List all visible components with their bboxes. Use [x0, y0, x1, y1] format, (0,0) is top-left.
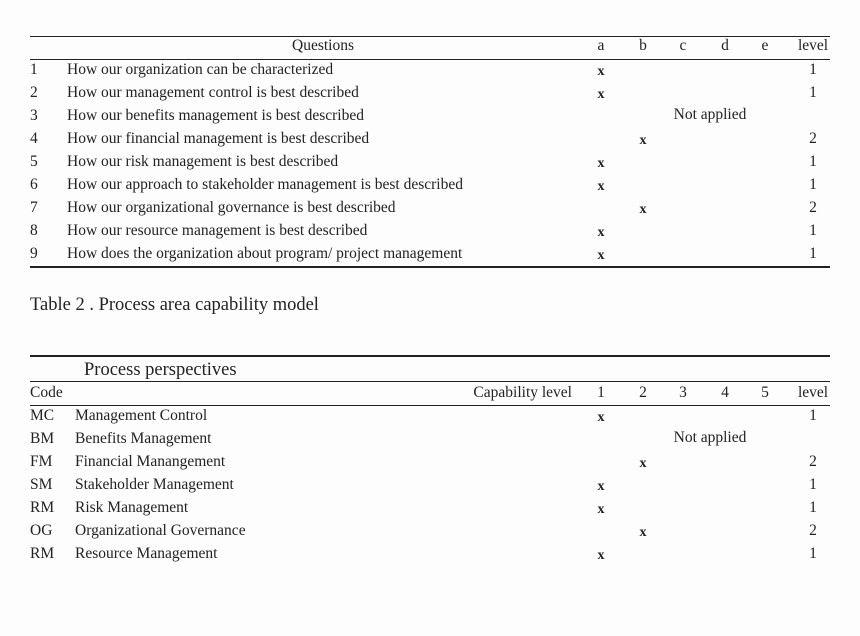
row-level: 2: [809, 130, 817, 147]
table1-header-c: c: [679, 37, 687, 54]
table2-header-code: Code: [30, 384, 63, 401]
table2-title-rule: [30, 381, 830, 382]
question-text: How our organizational governance is best described: [67, 199, 396, 216]
table2-title: Process perspectives: [84, 360, 237, 380]
row-level: 1: [809, 153, 817, 170]
row-code: OG: [30, 522, 53, 539]
table-caption: Table 2 . Process area capability model: [30, 295, 319, 315]
row-number: 6: [30, 176, 38, 193]
table2-header-capability: Capability level: [473, 384, 572, 401]
question-text: How our approach to stakeholder management is best described: [67, 176, 463, 193]
row-level: 1: [809, 176, 817, 193]
process-name: Benefits Management: [75, 430, 212, 447]
table1-header-level: level: [797, 37, 829, 54]
mark-1: x: [597, 548, 605, 563]
table2-header-level: level: [797, 384, 829, 401]
row-code: BM: [30, 430, 55, 447]
table1-header-a: a: [597, 37, 605, 54]
question-text: How our risk management is best described: [67, 153, 339, 170]
table2-header-4: 4: [721, 384, 729, 401]
mark-b: x: [639, 202, 647, 217]
question-text: How our benefits management is best described: [67, 107, 364, 124]
mark-a: x: [597, 225, 605, 240]
row-level: 1: [809, 84, 817, 101]
table1-header-b: b: [639, 37, 647, 54]
process-name: Stakeholder Management: [75, 476, 234, 493]
table2-header-3: 3: [679, 384, 687, 401]
mark-a: x: [597, 248, 605, 263]
row-level: 1: [809, 61, 817, 78]
row-number: 4: [30, 130, 38, 147]
process-name: Risk Management: [75, 499, 189, 516]
row-number: 9: [30, 245, 38, 262]
row-number: 3: [30, 107, 38, 124]
question-text: How our financial management is best described: [67, 130, 370, 147]
mark-2: x: [639, 456, 647, 471]
row-level: 1: [809, 499, 817, 516]
mark-1: x: [597, 502, 605, 517]
question-text: How our organization can be characterized: [67, 61, 334, 78]
table1-bottom-rule: [30, 266, 830, 268]
table1-header-d: d: [721, 37, 729, 54]
table1-header-questions: Questions: [292, 37, 354, 54]
process-name: Resource Management: [75, 545, 218, 562]
row-level: 1: [809, 222, 817, 239]
row-code: RM: [30, 545, 55, 562]
table2-top-rule: [30, 355, 830, 357]
mark-a: x: [597, 156, 605, 171]
table2-header-2: 2: [639, 384, 647, 401]
table2-header-1: 1: [597, 384, 605, 401]
table2-header-5: 5: [761, 384, 769, 401]
row-code: FM: [30, 453, 53, 470]
row-code: RM: [30, 499, 55, 516]
mark-a: x: [597, 179, 605, 194]
row-number: 7: [30, 199, 38, 216]
row-number: 1: [30, 61, 38, 78]
mark-b: x: [639, 133, 647, 148]
row-number: 5: [30, 153, 38, 170]
mark-2: x: [639, 525, 647, 540]
process-name: Management Control: [75, 407, 208, 424]
mark-a: x: [597, 64, 605, 79]
question-text: How does the organization about program/ project management: [67, 245, 463, 262]
row-number: 8: [30, 222, 38, 239]
row-level: 1: [809, 245, 817, 262]
mark-1: x: [597, 479, 605, 494]
mark-a: x: [597, 87, 605, 102]
table1-header-e: e: [761, 37, 769, 54]
row-level: 2: [809, 199, 817, 216]
not-applied-note: Not applied: [673, 429, 747, 446]
not-applied-note: Not applied: [673, 106, 747, 123]
question-text: How our management control is best described: [67, 84, 359, 101]
mark-1: x: [597, 410, 605, 425]
table1-top-rule: [30, 36, 830, 37]
row-level: 2: [809, 453, 817, 470]
process-name: Financial Manangement: [75, 453, 226, 470]
row-code: SM: [30, 476, 53, 493]
row-level: 2: [809, 522, 817, 539]
row-level: 1: [809, 407, 817, 424]
question-text: How our resource management is best described: [67, 222, 368, 239]
row-level: 1: [809, 545, 817, 562]
row-code: MC: [30, 407, 55, 424]
row-number: 2: [30, 84, 38, 101]
row-level: 1: [809, 476, 817, 493]
process-name: Organizational Governance: [75, 522, 246, 539]
